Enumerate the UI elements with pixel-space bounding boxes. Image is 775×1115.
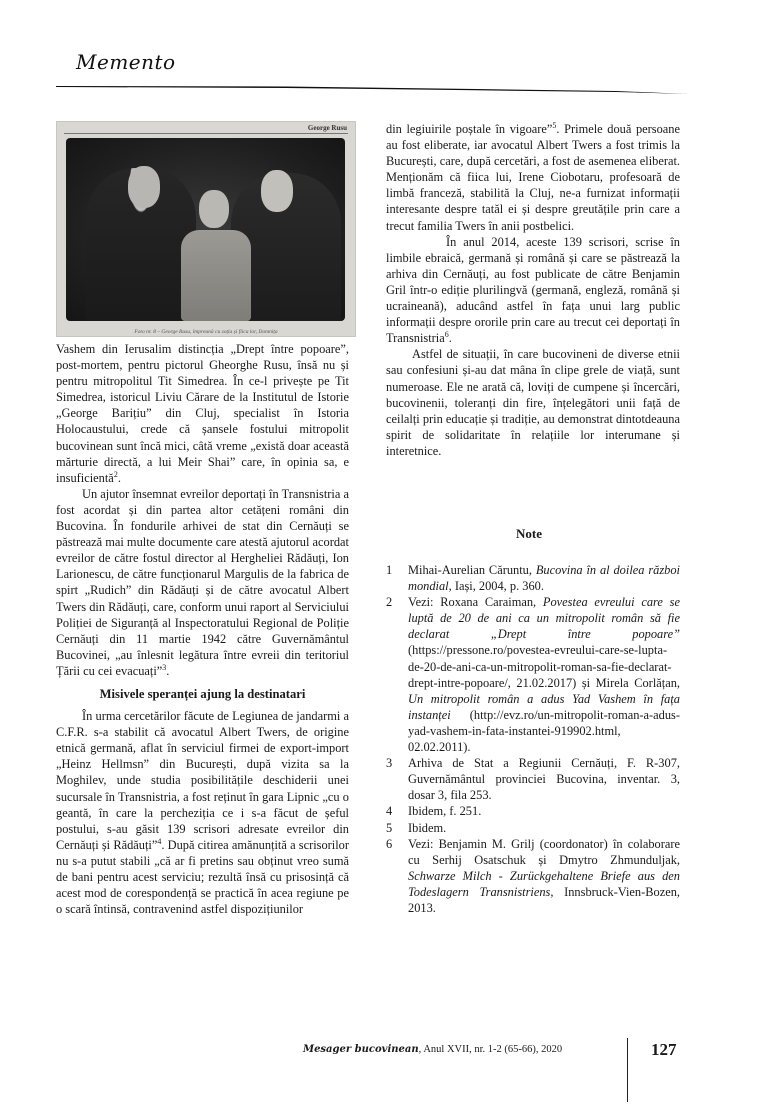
left-column bbox=[56, 341, 349, 917]
note-item bbox=[386, 820, 680, 836]
right-p2-end: . bbox=[448, 331, 452, 346]
photo-caption: Foto nr. 8 – George Rusu, împreună cu soția și fiica lor, Domnița bbox=[134, 329, 278, 335]
note-title-italic: Un mitropolit român a adus Yad Vashem în fața instanței bbox=[408, 691, 680, 722]
note-number: 2 bbox=[386, 595, 393, 610]
footnote-ref-2[interactable]: 2 bbox=[113, 469, 118, 479]
family-photo bbox=[56, 121, 356, 337]
note-text: , Iași, 2004, p. 360. bbox=[448, 579, 544, 594]
note-text: Vezi: Benjamin M. Grilj (coordonator) în colaborare cu Serhij Osatschuk și Dmytro Zhmunduljak, bbox=[408, 836, 680, 867]
right-p1: din legiuirile poștale în vigoare” bbox=[386, 122, 553, 136]
note-number: 4 bbox=[386, 804, 393, 819]
right-p1-cont: . Primele două persoane au fost eliberate, iar avocatul Albert Twers a fost trimis la București, care, după cercetări, a fost de asemenea eliberat. Menționăm că fiica lui, Irene Ciobotaru, profesoară de limbă franceză, stabilită la Cluj, ne-a furnizat informații interesante despre tatăl ei și despre greutățile prin care a trecut familia Twers în anii postbelici. bbox=[386, 122, 680, 233]
photo-image bbox=[66, 138, 345, 321]
section-heading: Misivele speranței ajung la destinatari bbox=[99, 686, 306, 701]
note-item bbox=[386, 562, 680, 594]
note-item bbox=[386, 836, 680, 916]
footer-citation bbox=[303, 1044, 562, 1055]
left-p3: În urma cercetărilor făcute de Legiunea de jandarmi a C.F.R. s-a stabilit că avocatul Albert Twers, de origine etnică germană, aflat în serviciul firmei de export-import „Heinz Hellmsn” din București, după vizita sa la Moghilev, unde studia posibilitățile deschiderii unei sucursale în Transnistria, a fost reținut în gara Lipnic „cu o geantă, în care la percheziția ce i s-a făcut de șeful postului, s-au găsit 139 scrisori adresate evreilor din Cernăuți și Rădăuți” bbox=[56, 709, 349, 852]
journal-issue: , Anul XVII, nr. 1-2 (65-66), 2020 bbox=[418, 1044, 563, 1055]
notes-title: Note bbox=[516, 526, 542, 541]
left-p2-end: . bbox=[166, 663, 170, 678]
notes-list bbox=[386, 562, 680, 916]
note-text: Ibidem, f. 251. bbox=[408, 804, 482, 819]
note-text: Arhiva de Stat a Regiunii Cernăuți, F. R-307, Guvernământul provinciei Bucovina, inventar. 3, dosar 3, fila 253. bbox=[408, 756, 680, 803]
footnote-ref-5[interactable]: 5 bbox=[552, 120, 557, 130]
note-number: 6 bbox=[386, 836, 393, 851]
note-text: Mihai-Aurelian Căruntu, bbox=[408, 563, 536, 577]
note-text: , Innsbruck-Vien-Bozen, 2013. bbox=[408, 884, 680, 915]
left-p1-end: . bbox=[117, 470, 121, 485]
note-item bbox=[386, 594, 680, 755]
note-text: Ibidem. bbox=[408, 820, 447, 835]
running-header-title: Memento bbox=[76, 50, 176, 74]
note-title-italic: Bucovina în al doilea război mondial bbox=[408, 563, 680, 594]
photo-credit: George Rusu bbox=[307, 124, 347, 132]
note-text: Vezi: Roxana Caraiman, bbox=[408, 595, 543, 610]
note-item bbox=[386, 803, 680, 819]
note-item bbox=[386, 755, 680, 803]
note-title-italic: Schwarze Milch - Zurückgehaltene Briefe aus den Todeslagern Transnistriens bbox=[408, 868, 680, 899]
note-link-text[interactable]: (http://evz.ro/un-mitropolit-roman-a-adus-yad-vashem-in-fata-instantei-919902.html, 02.02.2011). bbox=[408, 707, 680, 755]
note-number: 3 bbox=[386, 756, 393, 771]
left-p2: Un ajutor însemnat evreilor deportați în Transnistria a fost acordat și din partea altor cetățeni români din Bucovina. În fondurile arhivei de stat din Cernăuți se păstrează mai multe documente care atestă ajutorul acordat evreilor de către fostul director al Hergheliei Rădăuți, Ion Larionescu, de către funcționarul Margulis de la fabrica de spirt „Rudich” din Rădăuți și de către avocatul Albert Twers din Rădăuți, care, conform unui raport al Serviciului Poliției de Siguranță al Inspectoratului Regional de Poliție Cernăuți din 11 martie 1942 către Guvernământul Bucovinei, „au înlesnit legătura între evreii din teritoriul Țării cu cei evacuați” bbox=[56, 486, 349, 678]
right-p2: În anul 2014, aceste 139 scrisori, scrise în limbile ebraică, germană și română și care se păstrează la arhiva din Cernăuți, au fost publicate de către Benjamin Gril într-o ediție plurilingvă (germană, engleză, română și ucraineană), aducând astfel în fața unui larg public informații despre ororile prin care au trecut cei deportați în Transnistria bbox=[386, 234, 680, 346]
journal-name: Mesager bucovinean bbox=[303, 1044, 419, 1055]
right-column bbox=[386, 121, 680, 459]
page-number: 127 bbox=[651, 1040, 677, 1059]
left-p1: Vashem din Ierusalim distincția „Drept între popoare”, post-mortem, pentru pictorul Gheorghe Rusu, însă nu și pentru mitropolitul Tit Simedrea. În ce-l privește pe Tit Simedrea, istoricul Liviu Cărare de la Institutul de Istorie „George Barițiu” din Cluj, specialist în Istoria Holocaustului, crede că șansele fostului mitropolit bucovinean sunt încă mici, câtă vreme „există doar această mărturie directă, a lui Meir Shai” care, în opinia sa, e insuficientă bbox=[56, 342, 349, 485]
header-rule bbox=[56, 83, 688, 95]
footnote-ref-6[interactable]: 6 bbox=[444, 330, 449, 340]
footnote-ref-3[interactable]: 3 bbox=[162, 662, 167, 672]
photo-rule bbox=[64, 133, 348, 134]
note-title-italic: Povestea evreului care se luptă de 20 de ani ca un mitropolit român să fie declarat „Drept între popoare” bbox=[408, 595, 680, 642]
footer-rule bbox=[627, 1038, 628, 1102]
right-p3: Astfel de situații, în care bucovineni de diverse etnii sau confesiuni și-au dat mâna în clipe grele de viață, sunt numeroase. Ele ne arată că, loviți de cumpene și încercări, bucovinenii, toleranți din fire, înțelegători unii față de ceilalți prin educație și tradiție, au demonstrat dintotdeauna spirit de solidaritate în relațiile lor interumane și interetnice. bbox=[386, 347, 680, 458]
footnote-ref-4[interactable]: 4 bbox=[157, 836, 162, 846]
note-number: 5 bbox=[386, 820, 393, 835]
note-link-text[interactable]: (https://pressone.ro/povestea-evreului-care-se-lupta-de-20-de-ani-ca-un-mitropolit-roman-sa-fie-declarat-drept-intre-popoare/, 21.02.2017) și Mirela Corlățan, bbox=[408, 643, 680, 690]
left-p3-cont: . După citirea amănunțită a scrisorilor nu s-a putut stabili „că ar fi pretins sau obținut vreo sumă de bani pentru acest serviciu; rezultă însă cu prisosință că acest mod de corespondență se practică în acea regiune pe o scară întinsă, contravenind astfel dispozițiunilor bbox=[56, 837, 349, 917]
note-number: 1 bbox=[386, 563, 393, 577]
